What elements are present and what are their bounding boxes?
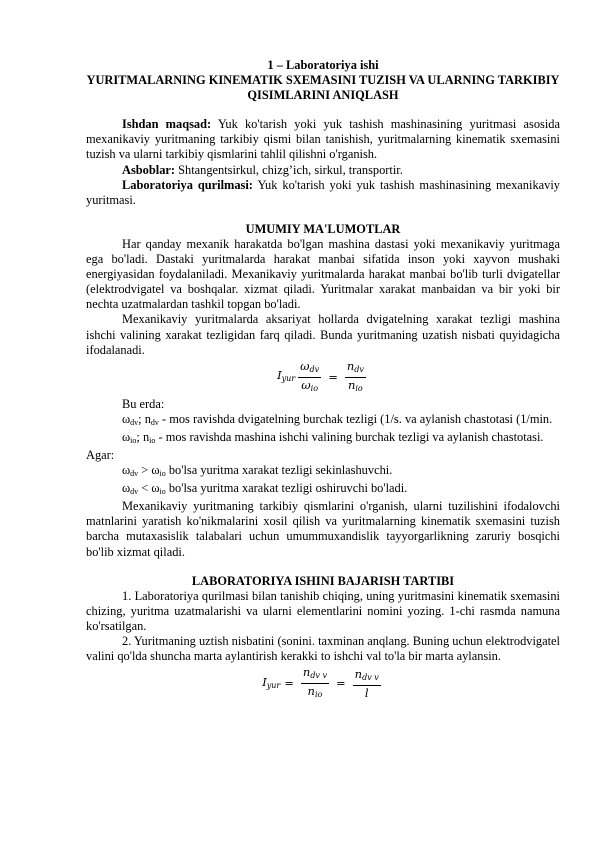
general-paragraph-3: Mexanikaviy yuritmaning tarkibiy qismlarini o'rganish, ularni tuzilishini ifodalovchi matnlarini yaratish ko'nikmalarini xosil qilish va yuritmalarning kinematik sxemasini tuzish barcha mutaxasislik talabalari uchun umummuxandislik tayyorgarlikning zaruriy bosqichi bo'lib xizmat qiladi. — [86, 499, 560, 559]
bu-erda-label: Bu erda: — [122, 396, 165, 411]
tools-text: Shtangentsirkul, chizg’ich, sirkul, transportir. — [175, 162, 403, 177]
page-title: YURITMALARNING KINEMATIK SXEMASINI TUZISH VA ULARNING TARKIBIY QISIMLARINI ANIQLASH — [86, 73, 560, 103]
device-label: Laboratoriya qurilmasi: — [122, 177, 253, 192]
tools-label: Asboblar: — [122, 162, 176, 177]
condition-1: $\omega_{dv} > \omega_{io}$ bo'lsa yuritma xarakat tezligi sekinlashuvchi. — [122, 463, 393, 479]
goal-text: Yuk ko'tarish yoki yuk tashish mashinasining yuritmasi asosida mexanikaviy yuritmaning tarkibiy qismi bilan tanishish, yuritmalarning kinematik sxemasini tuzish va ularni tarkibiy qismlarini tahlil qilishni o'rganish. — [86, 117, 560, 162]
step-1: 1. Laboratoriya qurilmasi bilan tanishib chiqing, uning yuritmasini kinematik sxemasini chizing, yuritma uzatmalarishi va ularni elementlarini nomini yozing. 1-chi rasmda namuna ko'rsatilgan. — [86, 588, 560, 633]
equals-sign: = — [328, 369, 338, 384]
formula2-lhs: $I_{yur}$ — [262, 674, 281, 690]
device-text: Yuk ko'tarish yoki yuk tashish mashinasining mexanikaviy yuritmasi. — [86, 177, 560, 207]
document-page — [86, 58, 560, 703]
general-paragraph-2: Mexanikaviy yuritmalarda aksariyat hollarda dvigatelning xarakat tezligi mashina ishchi valining xarakat tezligidan farq qiladi. Bunda yuritmaning uzatish nisbati quyidagicha ifodalanadi. — [86, 312, 560, 357]
general-heading: UMUMIY MA'LUMOTLAR — [245, 221, 401, 236]
order-heading: LABORATORIYA ISHINI BAJARISH TARTIBI — [191, 573, 455, 588]
n-fraction: $\frac{n_{dv}}{n_{io}}$ — [346, 358, 364, 393]
goal-label: Ishdan maqsad: — [122, 117, 212, 132]
ratio-formula — [86, 360, 560, 395]
general-paragraph-1: Har qanday mexanik harakatda bo'lgan mashina dastasi yoki mexanikaviy yuritmaga ega bo'ladi. Dastaki yuritmalarda harakat manbai sifatida inson yoki xayvon mushaki energiyasidan foydalaniladi. Mexanikaviy yuritmalarda harakat manbai bo'lib turli dvigatellar (elektrodvigatel va boshqalar. xizmat qiladi. Yuritmalar xarakat manbaidan va bir yoki bir nechta uzatmalardan tashkil topgan bo'ladi. — [86, 236, 560, 312]
omega-fraction: $\frac{\omega_{dv}}{\omega_{io}}$ — [300, 358, 320, 393]
step-2: 2. Yuritmaning uztish nisbatini (sonini. taxminan anqlang. Buning uchun elektrodvigatel valini qo'lda shuncha marta aylantirish kerakki to ishchi val to'la bir marta aylansin. — [86, 634, 560, 664]
tools-paragraph — [86, 163, 560, 178]
goal-paragraph — [86, 117, 560, 162]
ratio-formula-2: $I_{yur}$ = $\frac{n_{dv v}}{n_{io}}$ = $\frac{n_{dv v}}{l}$ — [262, 665, 379, 700]
definition-2: $\omega_{io}$; $n_{io}$ - mos ravishda mashina ishchi valining burchak tezligi va aylanish chastotasi. — [122, 429, 544, 445]
formula2-fraction-1: $\frac{n_{dv v}}{n_{io}}$ — [302, 665, 328, 700]
lab-number: 1 – Laboratoriya ishi — [267, 58, 379, 72]
definition-1: $\omega_{dv}$; $n_{dv}$ - mos ravishda dvigatelning burchak tezligi (1/s. va aylanish chastotasi (1/min. — [122, 411, 553, 427]
condition-2: $\omega_{dv} < \omega_{io}$ bo'lsa yuritma xarakat tezligi oshiruvchi bo'ladi. — [122, 481, 408, 497]
formula-lhs: $I_{yur}$ — [277, 368, 296, 384]
formula2-fraction-2: $\frac{n_{dv v}}{l}$ — [354, 666, 379, 700]
agar-label: Agar: — [86, 447, 115, 462]
device-paragraph — [86, 178, 560, 208]
